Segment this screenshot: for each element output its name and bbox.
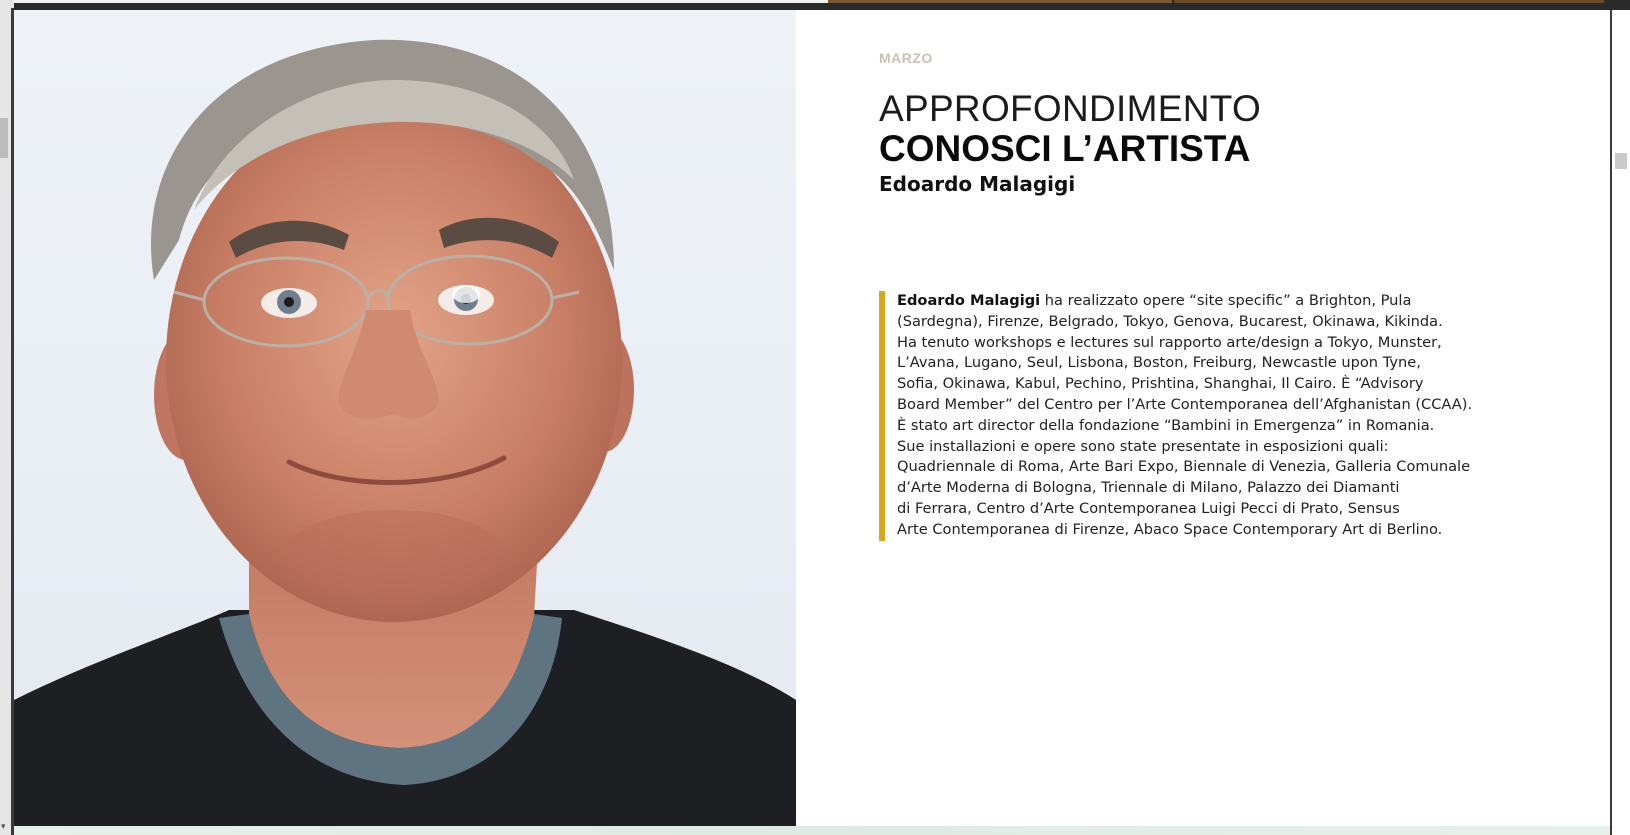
scrollbar-thumb[interactable]	[1615, 153, 1627, 169]
left-scroll-thumb[interactable]	[0, 118, 8, 158]
bio-line: Sue installazioni e opere sono state presentate in esposizioni quali:	[897, 437, 1389, 455]
left-scroll-rail	[0, 0, 14, 835]
bio-line: di Ferrara, Centro d’Arte Contemporanea Luigi Pecci di Prato, Sensus	[897, 499, 1400, 517]
title-line-2: CONOSCI L’ARTISTA	[879, 128, 1251, 169]
magazine-page	[14, 10, 1610, 835]
section-kicker: MARZO	[879, 50, 933, 66]
bio-line: Edoardo Malagigi ha realizzato opere “site specific” a Brighton, Pula	[897, 292, 1412, 309]
bio-line: Arte Contemporanea di Firenze, Abaco Space Contemporary Art di Berlino.	[897, 520, 1443, 538]
bio-line: L’Avana, Lugano, Seul, Lisbona, Boston, Freiburg, Newcastle upon Tyne,	[897, 354, 1421, 372]
previous-page-thumb	[828, 0, 1172, 3]
bio-line: Sofia, Okinawa, Kabul, Pechino, Prishtina, Shanghai, Il Cairo. È “Advisory	[897, 375, 1424, 393]
previous-page-thumb	[1174, 0, 1604, 3]
top-strip	[0, 0, 1630, 10]
next-page-edge	[14, 826, 1610, 835]
artist-portrait-photo	[14, 10, 796, 835]
title-line-1: APPROFONDIMENTO	[879, 88, 1262, 129]
bio-artist-name: Edoardo Malagigi	[897, 292, 1041, 309]
scroll-down-arrow-icon[interactable]: ▾	[1, 822, 6, 832]
bio-line: Board Member” del Centro per l’Arte Contemporanea dell’Afghanistan (CCAA).	[897, 395, 1473, 413]
bio-line: È stato art director della fondazione “Bambini in Emergenza” in Romania.	[897, 416, 1435, 434]
bio-line: (Sardegna), Firenze, Belgrado, Tokyo, Genova, Bucarest, Okinawa, Kikinda.	[897, 312, 1443, 330]
bio-line: d’Arte Moderna di Bologna, Triennale di Milano, Palazzo dei Diamanti	[897, 479, 1400, 497]
page-frame	[1610, 10, 1612, 835]
bio-line: Quadriennale di Roma, Arte Bari Expo, Biennale di Venezia, Galleria Comunale	[897, 458, 1471, 476]
previous-page-edge	[14, 0, 828, 3]
portrait-icon	[14, 10, 796, 835]
right-scrollbar[interactable]	[1610, 10, 1630, 835]
artist-bio-quote	[879, 291, 1472, 541]
bio-line: Ha tenuto workshops e lectures sul rapporto arte/design a Tokyo, Munster,	[897, 333, 1442, 351]
artist-name-subtitle: Edoardo Malagigi	[879, 172, 1076, 196]
